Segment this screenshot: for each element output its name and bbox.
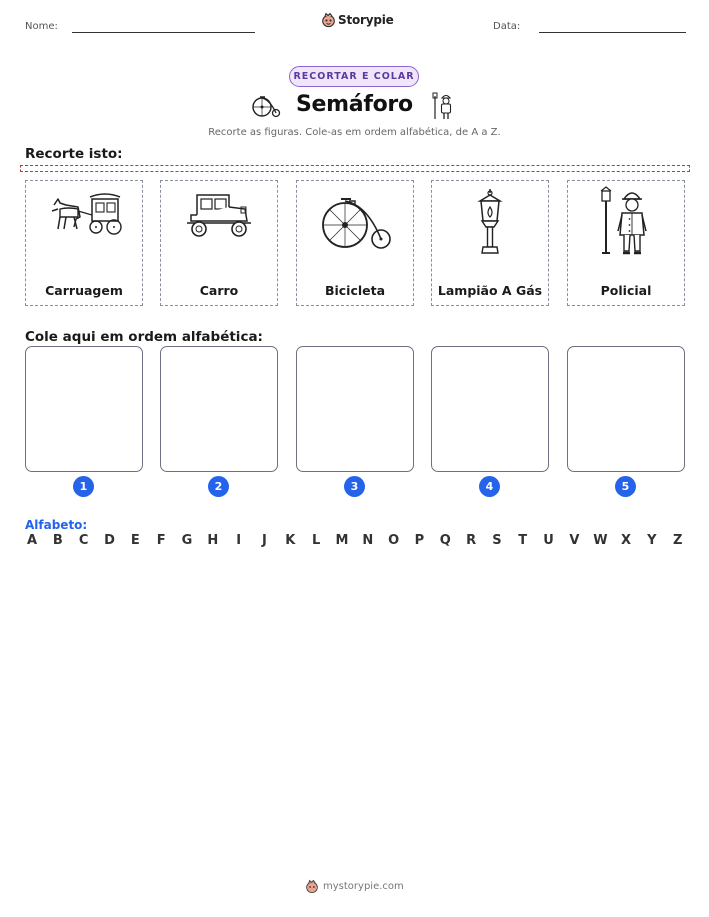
card-label: Carruagem — [45, 283, 123, 298]
footer-url[interactable]: mystorypie.com — [323, 881, 404, 892]
alphabet-letter: A — [26, 533, 38, 548]
alphabet-letter: M — [335, 533, 349, 548]
card-label: Bicicleta — [324, 283, 386, 298]
number-badge-5: 5 — [615, 476, 636, 497]
storypie-footer-mascot-icon — [306, 880, 318, 893]
number-badge-3: 3 — [344, 476, 365, 497]
alphabet-letter: Q — [439, 533, 451, 548]
brand-logo — [322, 13, 394, 27]
date-line — [539, 32, 686, 33]
vintage-car-icon — [179, 187, 259, 247]
paste-box-2[interactable] — [160, 346, 278, 472]
storypie-mascot-icon — [322, 13, 335, 27]
alphabet-letter: K — [285, 533, 296, 548]
penny-farthing-icon — [315, 187, 395, 253]
name-label: Nome: — [25, 21, 58, 32]
card-label: Lampião A Gás — [437, 283, 543, 298]
alphabet-letter: V — [569, 533, 580, 548]
cut-line — [20, 165, 690, 172]
alphabet-letter: X — [621, 533, 632, 548]
gas-lamp-icon — [470, 187, 510, 257]
policeman-icon — [596, 187, 656, 257]
paste-heading: Cole aqui em ordem alfabética: — [25, 329, 263, 345]
card-label: Policial — [600, 283, 652, 298]
alphabet-letter: O — [388, 533, 400, 548]
number-badge-1: 1 — [73, 476, 94, 497]
alphabet-letter: S — [492, 533, 502, 548]
paste-box-1[interactable] — [25, 346, 143, 472]
cutout-card-policial[interactable] — [567, 180, 685, 306]
alphabet-letter: U — [543, 533, 554, 548]
date-label: Data: — [493, 21, 521, 32]
alphabet-letter: Z — [672, 533, 683, 548]
paste-box-4[interactable] — [431, 346, 549, 472]
brand-name: Storypie — [338, 13, 394, 27]
alphabet-letter: J — [262, 533, 267, 548]
alphabet-letter: G — [181, 533, 193, 548]
alphabet-row — [25, 533, 685, 548]
alphabet-letter: T — [518, 533, 528, 548]
alphabet-letter: I — [236, 533, 242, 548]
title-bicycle-icon — [252, 94, 280, 118]
alphabet-letter: N — [362, 533, 374, 548]
alphabet-title: Alfabeto: — [25, 518, 88, 532]
alphabet-letter: L — [311, 533, 321, 548]
alphabet-letter: R — [466, 533, 477, 548]
activity-badge: RECORTAR E COLAR — [289, 66, 419, 87]
title-policeman-icon — [432, 92, 454, 120]
card-label: Carro — [199, 283, 239, 298]
alphabet-letter: F — [156, 533, 166, 548]
alphabet-letter: H — [207, 533, 219, 548]
instructions: Recorte as figuras. Cole-as em ordem alfabética, de A a Z. — [208, 127, 501, 138]
footer — [306, 880, 404, 893]
alphabet-letter: P — [414, 533, 425, 548]
name-line — [72, 32, 255, 33]
horse-carriage-icon — [44, 187, 124, 247]
alphabet-letter: Y — [647, 533, 657, 548]
alphabet-letter: E — [130, 533, 140, 548]
paste-box-5[interactable] — [567, 346, 685, 472]
alphabet-letter: D — [104, 533, 115, 548]
number-badge-2: 2 — [208, 476, 229, 497]
page-title: Semáforo — [296, 92, 413, 117]
cutout-card-bicicleta[interactable] — [296, 180, 414, 306]
alphabet-letter: B — [52, 533, 63, 548]
cutout-card-carruagem[interactable] — [25, 180, 143, 306]
number-badge-4: 4 — [479, 476, 500, 497]
cutout-card-carro[interactable] — [160, 180, 278, 306]
cutout-card-lampiao-a-gas[interactable] — [431, 180, 549, 306]
paste-box-3[interactable] — [296, 346, 414, 472]
alphabet-letter: W — [593, 533, 608, 548]
alphabet-letter: C — [78, 533, 89, 548]
cut-heading: Recorte isto: — [25, 146, 123, 162]
